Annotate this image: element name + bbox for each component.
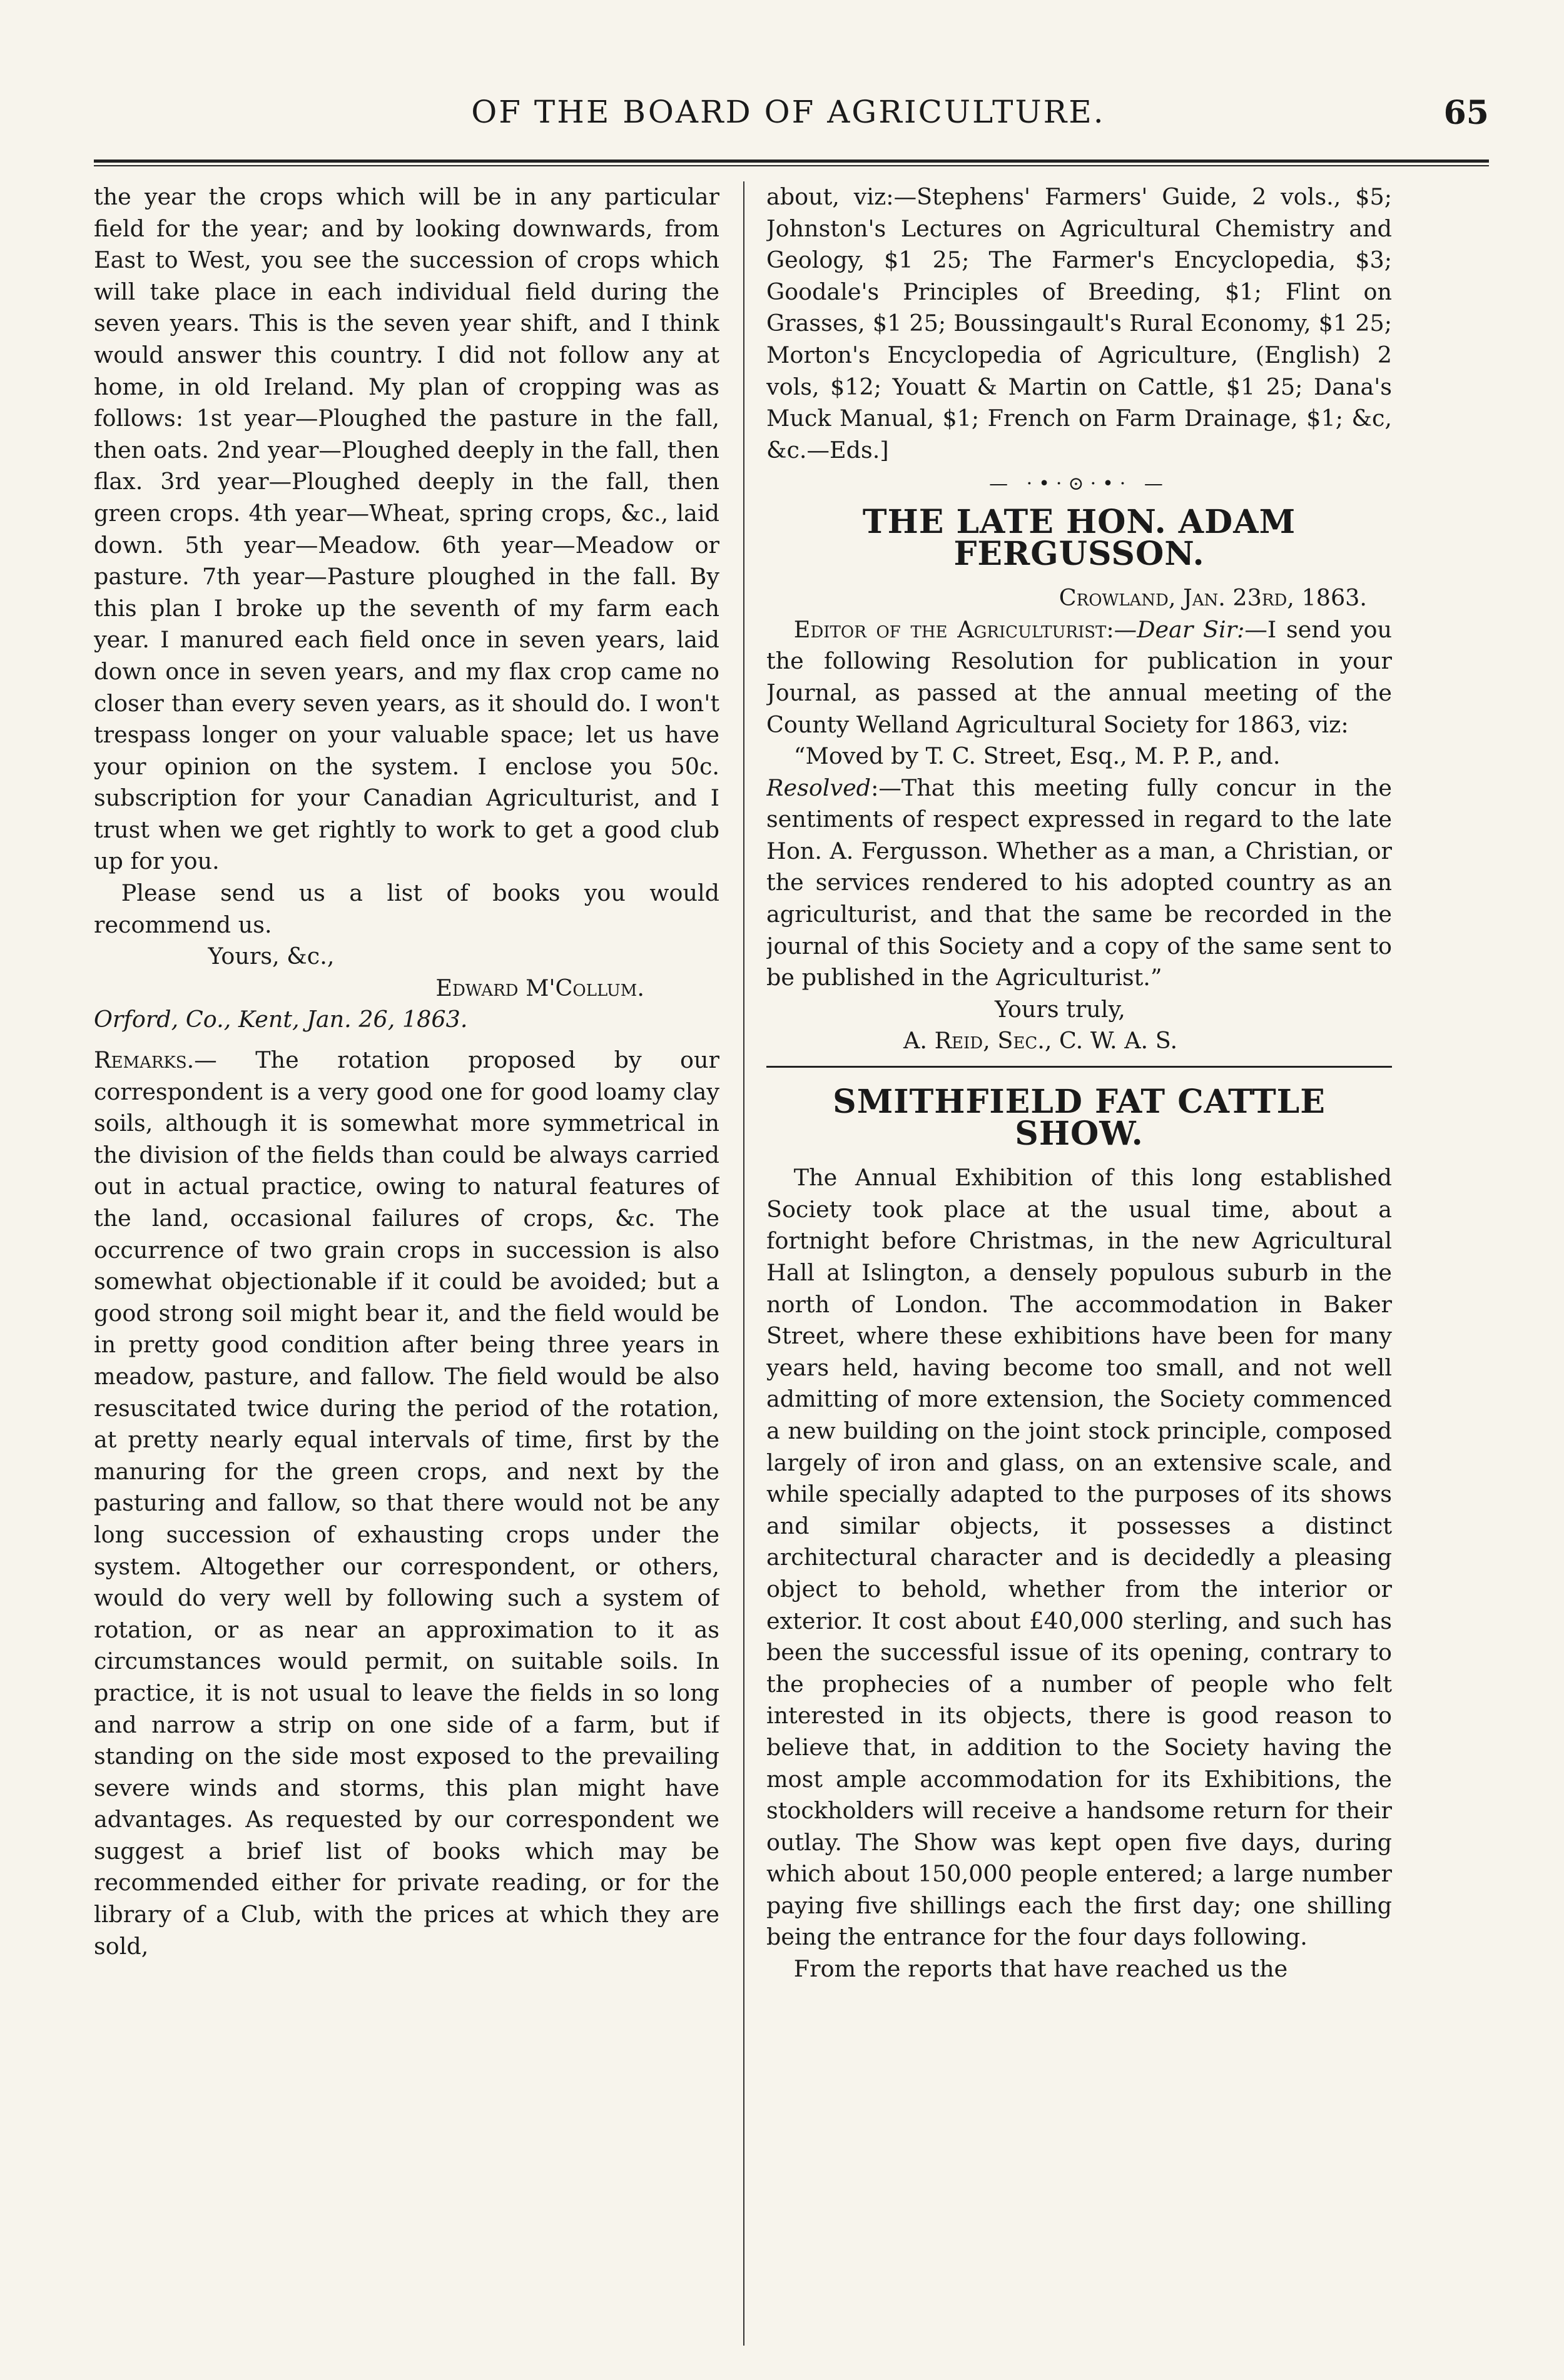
letter-place-date: Orford, Co., Kent, Jan. 26, 1863. [94,1006,468,1033]
page-number: 65 [1443,94,1489,132]
section-rule [766,1066,1392,1068]
editor-salutation: Editor of the Agriculturist:— [793,615,1137,643]
editor-text: —I send you the following Resolution for publication in your Journal, as passed at the annual meeting of the County Welland Agricultural Society for 1863, viz: [766,615,1392,738]
letter-closing: Yours, &c., [208,943,335,970]
article-heading-smithfield: SMITHFIELD FAT CATTLE SHOW. [833,1083,1326,1153]
page-header [88,94,1489,150]
ornament: — ·•·⊙·•· — [989,473,1169,495]
remarks-paragraph [94,1045,719,1962]
header-rule [94,160,1489,166]
letter-paragraph: Please send us a list of books you would recommend us. [94,879,719,938]
show-paragraph: The Annual Exhibition of this long established Society took place at the usual time, about a fortnight before Christmas, in the new Agricultural Hall at Islington, a densely populous suburb in the north of London. The accommodation in Baker Street, where these exhibitions have been for many years held, having become too small, and not well admitting of more extension, the Society commenced a new building on the joint stock principle, composed largely of iron and glass, on an extensive scale, and while specially adapted to the purposes of its shows and similar objects, it possesses a distinct architectural character and is decidedly a pleasing object to behold, whether from the interior or exterior. It cost about £40,000 sterling, and such has been the successful issue of its opening, contrary to the prophecies of a number of people who felt interested in its objects, there is good reason to believe that, in addition to the Society having the most ample accommodation for its Exhibitions, the stockholders will receive a handsome return for their outlay. The Show was kept open five days, during which about 150,000 people entered; a large number paying five shillings each the first day; one shilling being the entrance for the four days following. [766,1164,1392,1951]
dear-sir: Dear Sir: [1137,615,1245,643]
column-divider [743,181,744,2346]
books-paragraph: about, viz:—Stephens' Farmers' Guide, 2 vols., $5; Johnston's Lectures on Agricultural Chemistry and Geology, $1 25; The Farmer's Encyclopedia, $3; Goodale's Principles of Breeding, $1; Flint on Grasses, $1 25; Boussingault's Rural Economy, $1 25; Morton's Encyclopedia of Agriculture, (English) 2 vols, $12; Youatt & Martin on Cattle, $1 25; Dana's Muck Manual, $1; French on Farm Drainage, $1; &c, &c.—Eds.] [766,183,1392,463]
editor-paragraph [766,614,1392,741]
left-column [94,181,719,2346]
dateline: Crowland, Jan. 23rd, 1863. [1059,584,1367,612]
letter-signature: Edward M'Collum. [435,974,644,1001]
letter-paragraph: the year the crops which will be in any particular field for the year; and by looking downwards, from East to West, you see the succession of crops which will take place in each individual field during the seven years. This is the seven year shift, and I think would answer this country. I did not follow any at home, in old Ireland. My plan of cropping was as follows: 1st year—Ploughed the pasture in the fall, then oats. 2nd year—Ploughed deeply in the fall, then flax. 3rd year—Ploughed deeply in the fall, then green crops. 4th year—Wheat, spring crops, &c., laid down. 5th year—Meadow. 6th year—Meadow or pasture. 7th year—Pasture ploughed in the fall. By this plan I broke up the seventh of my farm each year. I manured each field once in seven years, laid down once in seven years, and my flax crop came no closer than every seven years, as it should do. I won't trespass longer on your valuable space; let us have your opinion on the system. I enclose you 50c. subscription for your Canadian Agriculturist, and I trust when we get rightly to work to get a good club up for you. [94,183,719,875]
resolved-label: Resolved [766,774,871,801]
remarks-label: Remarks. [94,1046,195,1074]
show-last-line: From the reports that have reached us the [793,1955,1288,1983]
right-column [766,181,1392,2346]
resolved-text: :—That this meeting fully concur in the sentiments of respect expressed in regard to the late Hon. A. Fergusson. Whether as a man, a Christian, or the services rendered to his adopted country as an agriculturist, and that the same be recorded in the journal of this Society and a copy of the same sent to be published in the Agriculturist.” [766,774,1392,991]
secretary-signature: A. Reid, Sec., C. W. A. S. [903,1027,1178,1055]
closing-yours-truly: Yours truly, [995,995,1125,1023]
moved-paragraph: “Moved by T. C. Street, Esq., M. P. P., and. [793,742,1281,770]
running-head: OF THE BOARD OF AGRICULTURE. [471,94,1105,130]
article-heading-fergusson: THE LATE HON. ADAM FERGUSSON. [862,502,1296,573]
resolved-paragraph [766,772,1392,994]
remarks-text: — The rotation proposed by our correspondent is a very good one for good loamy clay soils, although it is somewhat more symmetrical in the division of the fields than could be always carried out in actual practice, owing to natural features of the land, occasional failures of crops, &c. The occurrence of two grain crops in succession is also somewhat objectionable if it could be avoided; but a good strong soil might bear it, and the field would be in pretty good condition after being three years in meadow, pasture, and fallow. The field would be also resuscitated twice during the period of the rotation, at pretty nearly equal intervals of time, first by the manuring for the green crops, and next by the pasturing and fallow, so that there would not be any long succession of exhausting crops under the system. Altogether our correspondent, or others, would do very well by following such a system of rotation, or as near an approximation to it as circumstances would permit, on suitable soils. In practice, it is not usual to leave the fields in so long and narrow a strip on one side of a farm, but if standing on the side most exposed to the prevailing severe winds and storms, this plan might have advantages. As requested by our correspondent we suggest a brief list of books which may be recommended either for private reading, or for the library of a Club, with the prices at which they are sold, [94,1046,719,1960]
